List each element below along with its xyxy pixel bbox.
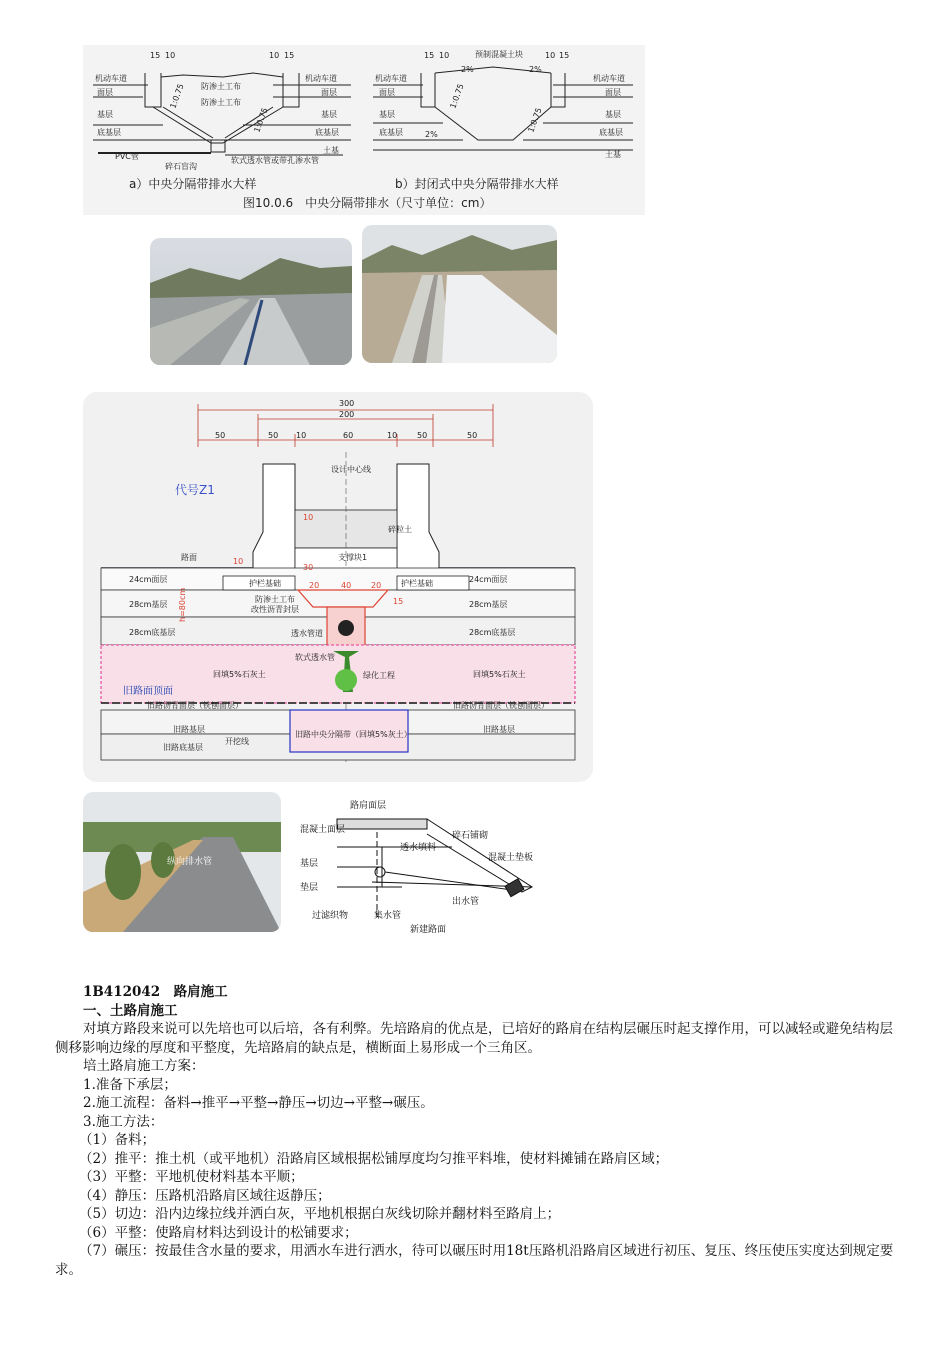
shoulder-surface-label: 路肩面层 [350, 801, 387, 811]
soil-label: 土基 [605, 150, 621, 159]
dim-label: 15 [150, 51, 161, 60]
slope-label: 1:0.75 [252, 106, 270, 134]
lane-label: 机动车道 [375, 74, 407, 83]
figure-caption-a: a）中央分隔带排水大样 [129, 177, 257, 191]
list-item: 3.施工方法： [83, 1113, 164, 1130]
excavation-label: 开挖线 [225, 737, 249, 746]
gravel-soil-label: 碎粒土 [388, 525, 412, 534]
soil-label: 土基 [323, 146, 339, 155]
figure-title: 图10.0.6 中央分隔带排水（尺寸单位：cm） [243, 196, 492, 210]
dim-label: 10 [387, 431, 398, 440]
road-photo-left [150, 238, 352, 365]
dim-label: 15 [559, 51, 570, 60]
backfill-label: 回填5%石灰土 [473, 670, 526, 679]
text-content [55, 983, 900, 1279]
layer-label: 28cm底基层 [469, 628, 516, 637]
sub-list-item: （2）推平：推土机（或平地机）沿路肩区域根据松铺厚度均匀推平料堆，使材料摊铺在路肩区域； [79, 1150, 669, 1167]
paragraph: 对填方路段来说可以先培也可以后培，各有利弊。先培路肩的优点是，已培好的路肩在结构层碾压时起支撑作用，可以减轻或避免结构层侧移影响边缘的厚度和平整度，先培路肩的缺点是，横断面上易形成一个三角区。 [55, 1021, 893, 1056]
scheme-label: 培土路肩施工方案： [83, 1058, 205, 1074]
filter-label: 过滤织物 [312, 911, 349, 921]
drain-pipe-label: 透水管道 [291, 629, 323, 638]
gravel-drain-label: 碎石盲沟 [165, 162, 197, 171]
sub-list-item: （7）碾压：按最佳含水量的要求，用洒水车进行洒水，待可以碾压时用18t压路机沿路肩区域进行初压、复压、终压使压实度达到规定要求。 [55, 1243, 894, 1278]
dim-label: 15 [284, 51, 295, 60]
median-section-figure [83, 392, 593, 782]
layer-label: 28cm基层 [469, 600, 508, 609]
shoulder-photo-image [83, 792, 281, 932]
layer-label: 28cm基层 [129, 600, 168, 609]
figure-caption-b: b）封闭式中央分隔带排水大样 [395, 177, 559, 191]
subbase-label: 底基层 [599, 128, 623, 137]
sub-list-item: （6）平整：使路肩材料达到设计的松铺要求； [79, 1224, 358, 1241]
sub-list-item: （1）备料； [79, 1132, 156, 1148]
dim-label: 10 [233, 557, 244, 566]
backfill-label: 回填5%石灰土 [213, 670, 266, 679]
gravel-lining-label: 碎石铺砌 [452, 831, 489, 841]
old-asphalt-label: 旧路沥青面层（铣刨面层） [147, 701, 243, 710]
dim-label: 10 [269, 51, 280, 60]
dim-label: 50 [268, 431, 279, 440]
surface-label: 面层 [321, 88, 337, 97]
asphalt-seal-label: 改性沥青封层 [251, 605, 299, 614]
permeable-fill-label: 透水填料 [400, 843, 437, 853]
new-pavement-label: 新建路面 [410, 925, 447, 935]
slope-label: 2% [529, 65, 542, 74]
dim-label: 10 [296, 431, 307, 440]
layer-label: 24cm面层 [469, 575, 508, 584]
concrete-surface-label: 混凝土面层 [300, 825, 346, 835]
section-heading: 一、土路肩施工 [83, 1002, 178, 1019]
barrier-base-label: 护栏基础 [401, 579, 433, 588]
precast-label: 预制混凝土块 [475, 50, 523, 59]
pvc-label: PVC管 [115, 152, 139, 161]
dim-label: 300 [339, 399, 355, 408]
dim-label: 10 [303, 513, 314, 522]
road-photo-left-image [150, 238, 352, 365]
center-line-label: 设计中心线 [331, 465, 371, 474]
sub-list-item: （4）静压：压路机沿路肩区域往返静压； [79, 1187, 331, 1204]
list-item: 1.准备下承层； [83, 1076, 177, 1093]
base-label: 基层 [379, 110, 395, 119]
slope-label: 1:0.75 [526, 106, 544, 134]
road-surface-label: 路面 [181, 553, 197, 562]
dim-label: 10 [439, 51, 450, 60]
old-base-label: 旧路基层 [483, 725, 515, 734]
dim-label: 200 [339, 410, 355, 419]
barrier-base-label: 护栏基础 [249, 579, 281, 588]
section-code-title: 1B412042 路肩施工 [83, 984, 228, 1000]
old-subbase-label: 旧路底基层 [163, 743, 203, 752]
dim-label: 10 [545, 51, 556, 60]
dim-label: 20 [309, 581, 320, 590]
road-photo-right [362, 225, 557, 363]
sub-list-item: （5）切边：沿内边缘拉线并洒白灰，平地机根据白灰线切除并翻材料至路肩上； [79, 1206, 561, 1222]
outlet-pipe-label: 出水管 [452, 897, 480, 907]
dim-label: 10 [165, 51, 176, 60]
geotextile-label: 防渗土工布 [201, 98, 241, 107]
slope-label: 2% [461, 65, 474, 74]
old-surface-label: 旧路面顶面 [123, 686, 173, 697]
dim-label: 50 [467, 431, 478, 440]
slope-label: 1:0.75 [168, 82, 186, 110]
old-base-label: 旧路基层 [173, 725, 205, 734]
geotextile-label: 防渗土工布 [255, 595, 295, 604]
dim-label: 60 [343, 431, 354, 440]
old-asphalt-label: 旧路沥青面层（铣刨面层） [453, 701, 549, 710]
surface-label: 面层 [97, 88, 113, 97]
slope-label: 1:0.75 [448, 82, 466, 110]
layer-label: 24cm面层 [129, 575, 168, 584]
concrete-pad-label: 混凝土垫板 [488, 853, 534, 863]
slope-label: 2% [425, 130, 438, 139]
dim-label: 15 [393, 597, 404, 606]
lane-label: 机动车道 [593, 74, 625, 83]
code-label: 代号Z1 [175, 483, 215, 497]
lane-label: 机动车道 [305, 74, 337, 83]
subbase-label: 底基层 [315, 128, 339, 137]
shoulder-drainage-drawing [292, 792, 547, 937]
layer-label: 28cm底基层 [129, 628, 176, 637]
soft-pipe-label: 软式透水管或带孔渗水管 [231, 156, 319, 165]
collector-label: 集水管 [374, 911, 402, 921]
depth-label: h=80cm [178, 587, 187, 622]
subbase-label: 底基层 [97, 128, 121, 137]
old-median-label: 旧路中央分隔带（回填5%灰土） [295, 730, 412, 739]
road-photo-right-image [362, 225, 557, 363]
surface-label: 面层 [605, 88, 621, 97]
surface-label: 面层 [379, 88, 395, 97]
dim-label: 30 [303, 563, 314, 572]
photo-label: 纵向排水管 [167, 857, 213, 867]
median-drainage-figure [83, 45, 645, 215]
base-label: 基层 [605, 110, 621, 119]
base-label: 基层 [97, 110, 113, 119]
sub-list-item: （3）平整：平地机使材料基本平顺； [79, 1169, 304, 1185]
base-label: 基层 [321, 110, 337, 119]
dim-label: 50 [417, 431, 428, 440]
soft-drain-label: 软式透水管 [295, 653, 335, 662]
support-label: 支撑块1 [338, 553, 368, 562]
greening-label: 绿化工程 [363, 671, 395, 680]
shoulder-photo [83, 792, 281, 932]
dim-label: 50 [215, 431, 226, 440]
median-drainage-drawing [83, 45, 645, 215]
lane-label: 机动车道 [95, 74, 127, 83]
base-label: 基层 [300, 859, 319, 869]
dim-label: 40 [341, 581, 352, 590]
dim-label: 20 [371, 581, 382, 590]
shoulder-drainage-figure [292, 792, 547, 937]
cushion-label: 垫层 [300, 883, 319, 893]
geotextile-label: 防渗土工布 [201, 82, 241, 91]
dim-label: 15 [424, 51, 435, 60]
median-section-drawing [83, 392, 593, 782]
list-item: 2.施工流程：备料→推平→平整→静压→切边→平整→碾压。 [83, 1095, 434, 1111]
subbase-label: 底基层 [379, 128, 403, 137]
